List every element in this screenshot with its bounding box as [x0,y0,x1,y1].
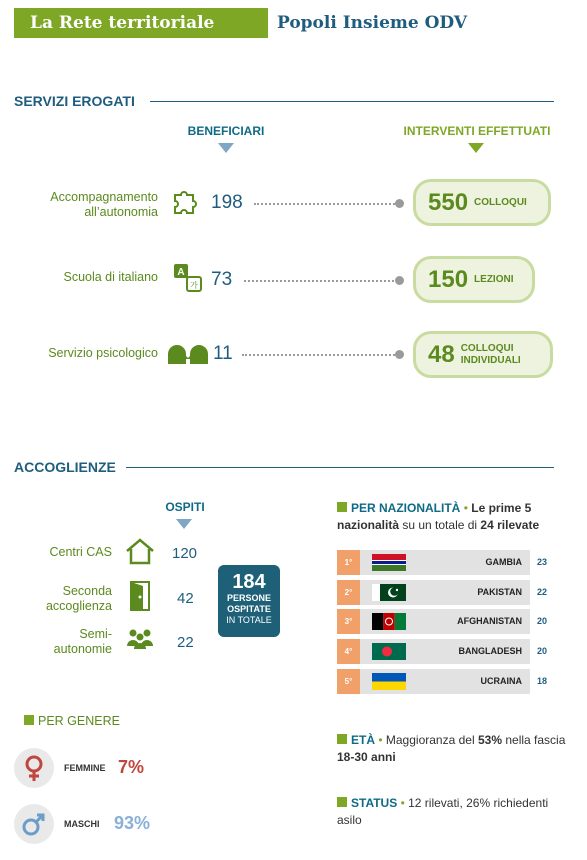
bullet-square [337,502,347,512]
nazionalita-title: PER NAZIONALITÀ [351,501,461,515]
eta-text: Maggioranza del [385,733,475,747]
eta-title: ETÀ [351,733,375,747]
interventi-unit: COLLOQUI INDIVIDUALI [460,342,521,366]
bullet-dot: • [378,733,383,747]
rank-badge: 3° [337,609,360,634]
heads-icon [166,340,210,371]
dotted-connector [254,203,398,205]
nationality-value: 20 [537,616,548,626]
connector-dot [395,276,404,285]
eta-text: nella fascia [505,733,566,747]
bullet-square [337,797,347,807]
nationality-value: 20 [537,646,548,656]
beneficiari-value: 73 [211,269,233,290]
rank-badge: 5° [337,669,360,694]
eta-block [337,732,567,766]
rank-badge: 1° [337,550,360,575]
nationality-bar [360,609,530,634]
rank-badge: 2° [337,580,360,605]
nationality-bar [360,580,530,605]
svg-text:A: A [177,267,185,278]
accoglienza-label: Centri CAS [49,545,112,559]
group-icon [125,628,155,655]
translate-icon [173,263,203,298]
nationality-value: 23 [537,557,548,567]
interventi-pill [413,256,535,303]
col-head-beneficiari: BENEFICIARI [187,124,265,138]
beneficiari-value: 198 [211,192,243,213]
door-icon [129,580,153,617]
ospiti-value: 42 [177,590,194,607]
genere-title-row [24,714,120,728]
nationality-name: AFGHANISTAN [457,616,522,626]
nationality-name: PAKISTAN [477,587,522,597]
col-head-interventi: INTERVENTI EFFETTUATI [403,124,551,138]
female-icon [14,748,54,788]
nationality-bar [360,639,530,664]
nationality-name: UCRAINA [480,676,522,686]
total-label: OSPITATE [227,604,271,614]
total-number: 184 [232,571,266,593]
nationality-row [337,580,557,605]
ucraina-flag-icon [372,673,406,690]
status-text: 12 rilevati, 26% [408,796,491,810]
ospiti-value: 120 [172,545,198,562]
nazionalita-desc: Le prime 5 [471,501,532,515]
connector-dot [395,199,404,208]
nazionalita-description [337,500,567,534]
nationality-bar [360,669,530,694]
house-icon [125,537,155,570]
status-text: richiedenti asilo [337,796,549,827]
connector-dot [395,350,404,359]
accoglienza-label: Seconda accoglienza [45,584,112,613]
col-arrow-beneficiari [218,143,234,153]
gambia-flag-icon [372,554,406,571]
eta-percentage: 53% [477,733,502,747]
interventi-unit: COLLOQUI [474,196,527,208]
col-head-ospiti: OSPITI [165,500,205,514]
nationality-name: GAMBIA [485,557,522,567]
nationality-row [337,609,557,634]
nationality-row [337,669,557,694]
nationality-bar [360,550,530,575]
genere-title: PER GENERE [38,714,120,728]
section-title-accoglienze: ACCOGLIENZE [14,459,116,475]
nazionalita-desc: su un totale di [402,518,478,532]
male-label: MASCHI [64,819,100,829]
nationality-value: 18 [537,676,548,686]
bangladesh-flag-icon [372,643,406,660]
header-right-title: Popoli Insieme ODV [277,13,468,33]
female-label: FEMMINE [64,763,106,773]
ospiti-value: 22 [177,634,194,651]
service-label: Scuola di italiano [63,270,158,284]
status-title: STATUS [351,796,398,810]
total-label: PERSONE [226,593,271,603]
service-label: Accompagnamento all’autonomia [50,190,158,219]
dotted-connector [244,280,398,282]
pakistan-flag-icon [372,584,406,601]
bullet-dot: • [400,796,405,810]
afghanistan-flag-icon [372,613,406,630]
interventi-pill [413,179,551,226]
col-arrow-interventi [468,143,484,153]
rank-badge: 4° [337,639,360,664]
beneficiari-value: 11 [213,343,233,364]
header-left-banner: La Rete territoriale [14,8,268,38]
eta-range: 18-30 anni [337,750,396,764]
nationality-value: 22 [537,587,548,597]
col-arrow-ospiti [176,519,192,529]
section-title-servizi: SERVIZI EROGATI [14,93,135,109]
bullet-square [337,734,347,744]
bullet-square [24,715,34,725]
nationality-row [337,639,557,664]
interventi-pill [413,331,553,378]
dotted-connector [242,354,398,356]
interventi-value: 550 [428,188,469,216]
total-ospiti-box [218,565,280,637]
interventi-value: 150 [428,265,469,293]
total-label: IN TOTALE [226,615,272,625]
service-label: Servizio psicologico [48,346,158,360]
section-divider [150,101,554,102]
nationality-name: BANGLADESH [458,646,522,656]
interventi-value: 48 [428,340,455,368]
male-value: 93% [114,813,151,833]
section-divider [126,467,554,468]
puzzle-icon [171,187,201,222]
male-icon [14,804,54,844]
accoglienza-label: Semi-autonomie [53,627,112,656]
svg-text:가: 가 [190,281,198,290]
female-value: 7% [118,757,145,777]
interventi-unit: LEZIONI [474,273,514,285]
nazionalita-total: 24 rilevate [480,518,540,532]
nazionalita-desc: nazionalità [337,518,400,532]
nationality-row [337,550,557,575]
status-block [337,795,567,829]
bullet-dot: • [463,501,468,515]
